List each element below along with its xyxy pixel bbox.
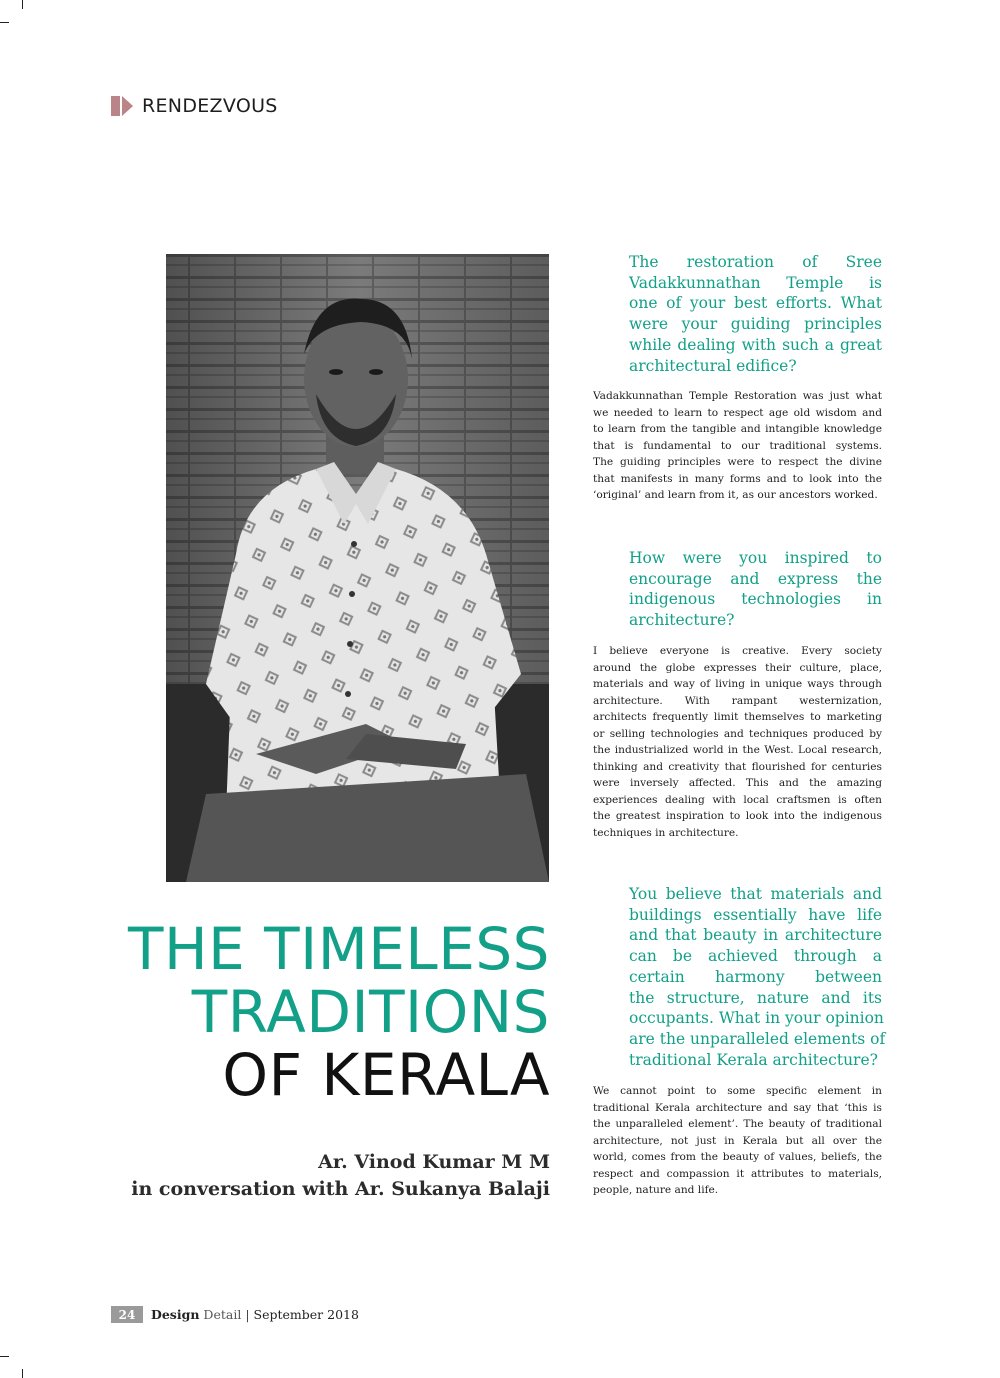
answer-line: materials and way of living in unique ways through	[593, 678, 882, 690]
question-line: can be achieved through a	[629, 947, 882, 966]
question-line: one of your best efforts. What	[629, 294, 882, 313]
crop-mark-bottom	[22, 1369, 23, 1378]
magazine-name-regular: Detail	[203, 1307, 242, 1322]
answer-2	[593, 643, 882, 841]
section-title: RENDEZVOUS	[142, 95, 278, 117]
crop-mark-left-bottom	[0, 1356, 9, 1357]
answer-line: the greatest inspiration to look into the indigenous	[593, 810, 882, 822]
question-line: architectural edifice?	[629, 356, 797, 375]
article-headline	[100, 915, 550, 1109]
answer-line: We cannot point to some specific element in	[593, 1085, 882, 1097]
question-line: buildings essentially have life	[629, 905, 882, 924]
headline-line-1: THE TIMELESS	[128, 915, 550, 983]
answer-line: were inversely affected. This and the amazing	[593, 777, 882, 789]
question-line: architecture?	[629, 611, 735, 630]
answer-line: ‘original’ and learn from it, as our ancestors worked.	[593, 489, 878, 501]
answer-line: The guiding principles were to respect the divine	[593, 456, 882, 468]
answer-line: that manifests in many forms and to look into the	[593, 472, 882, 485]
crop-mark-left-top	[0, 22, 9, 23]
question-line: traditional Kerala architecture?	[629, 1050, 878, 1069]
question-line: were your guiding principles	[629, 315, 882, 334]
question-line: the structure, nature and its	[629, 988, 882, 1007]
answer-line: the unparalleled element’. The beauty of traditional	[593, 1118, 882, 1130]
crop-mark-top	[22, 0, 23, 9]
question-line: and that beauty in architecture	[629, 926, 882, 945]
question-line: The restoration of Sree	[629, 253, 882, 271]
answer-line: techniques in architecture.	[593, 826, 739, 839]
question-2	[629, 548, 882, 631]
section-label	[111, 95, 278, 117]
answer-line: architecture. With rampant westernization,	[593, 694, 882, 707]
footer-separator: |	[245, 1307, 250, 1322]
question-3	[629, 884, 886, 1070]
answer-line: Vadakkunnathan Temple Restoration was just what	[593, 390, 882, 402]
question-line: are the unparalleled elements of	[629, 1029, 886, 1048]
answer-line: or selling technologies and techniques produced by	[593, 727, 882, 740]
answer-line: we needed to learn to respect age old wisdom and	[593, 406, 882, 419]
answer-line: the industrialized world in the West. Local research,	[593, 744, 882, 756]
answer-line: to learn from the tangible and intangible knowledge	[593, 423, 882, 435]
answer-line: architecture, not just in Kerala but all over the	[593, 1134, 882, 1147]
answer-line: I believe everyone is creative. Every society	[593, 645, 882, 657]
answer-line: respect and compassion it attributes to materials,	[593, 1167, 882, 1180]
answer-1	[593, 388, 882, 504]
question-line: indigenous technologies in	[629, 590, 882, 609]
byline	[100, 1149, 550, 1203]
answer-line: architects frequently limit themselves to marketing	[593, 711, 882, 723]
answer-line: experiences dealing with local craftsmen is often	[593, 793, 882, 806]
portrait-photo	[166, 254, 549, 882]
answer-line: people, nature and life.	[593, 1184, 719, 1196]
headline-line-3: OF KERALA	[222, 1041, 550, 1109]
byline-author: Ar. Vinod Kumar M M	[318, 1151, 550, 1173]
question-line: while dealing with such a great	[629, 335, 882, 354]
section-marker-icon	[111, 96, 133, 116]
answer-line: around the globe expresses their culture, place,	[593, 661, 882, 674]
question-line: encourage and express the	[629, 569, 882, 588]
question-line: certain harmony between	[629, 967, 882, 986]
magazine-name-bold: Design	[151, 1307, 200, 1322]
question-line: How were you inspired to	[629, 549, 882, 567]
page-footer	[111, 1306, 359, 1323]
question-line: You believe that materials and	[629, 885, 882, 903]
byline-interviewer: in conversation with Ar. Sukanya Balaji	[131, 1178, 550, 1200]
page-number: 24	[111, 1306, 143, 1323]
answer-line: thinking and creativity that flourished for centuries	[593, 760, 882, 773]
question-line: Vadakkunnathan Temple is	[629, 273, 882, 292]
question-line: occupants. What in your opinion	[629, 1009, 884, 1028]
answer-line: traditional Kerala architecture and say that ‘this is	[593, 1101, 882, 1114]
headline-line-2: TRADITIONS	[191, 978, 550, 1046]
question-1	[629, 252, 882, 376]
answer-3	[593, 1083, 882, 1199]
issue-date: September 2018	[253, 1307, 359, 1322]
answer-line: world, comes from the beauty of values, beliefs, the	[593, 1151, 882, 1163]
answer-line: that is fundamental to our traditional systems.	[593, 439, 882, 452]
